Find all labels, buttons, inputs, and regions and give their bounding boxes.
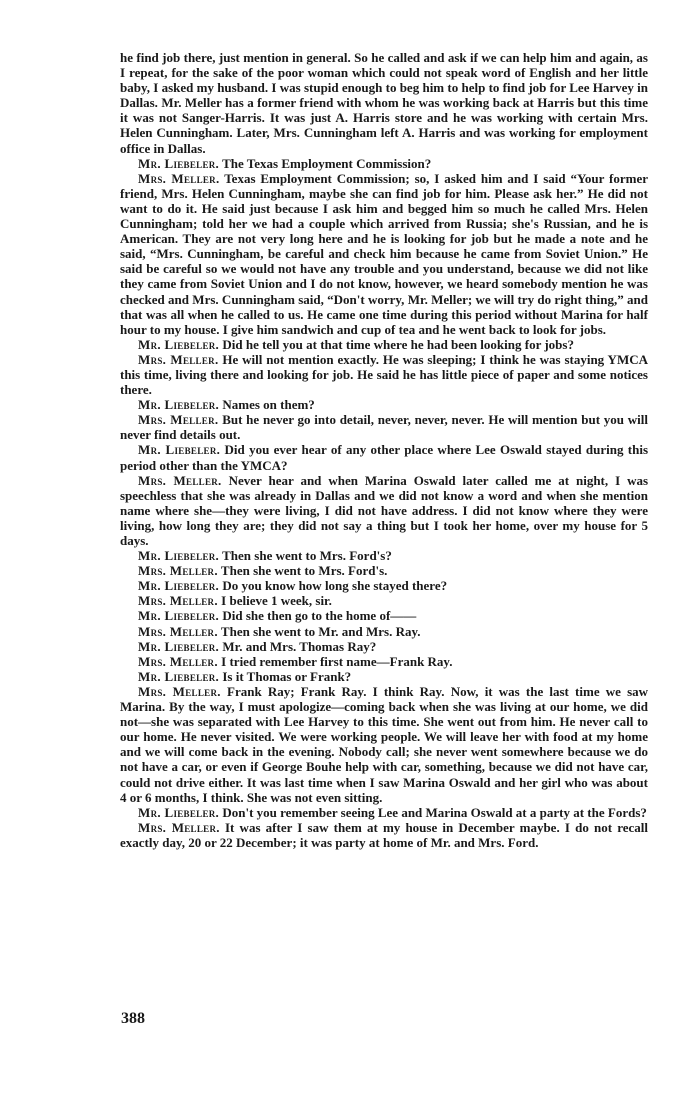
speech-text: Never hear and when Marina Oswald later called me at night, I was speechless that she was already in Dallas and we did not know a word and when she mention name where she—they were living, I did not have address. I did not know where they were living, how long they are; they did not say a thing but I took her home, over my house for 5 days.	[120, 472, 649, 548]
speech-text: I tried remember first name—Frank Ray.	[221, 653, 453, 669]
speaker-name: Mr. Liebeler.	[138, 442, 221, 458]
speech-text: Did he tell you at that time where he had been looking for jobs?	[222, 336, 574, 352]
speech-text: The Texas Employment Commission?	[222, 155, 432, 171]
dialogue-paragraph	[120, 669, 648, 684]
speaker-name: Mrs. Meller.	[138, 563, 218, 579]
speaker-name: Mrs. Meller.	[138, 683, 221, 699]
testimony-dialogue	[120, 156, 648, 850]
speaker-name: Mrs. Meller.	[138, 653, 218, 669]
dialogue-paragraph	[120, 578, 648, 593]
dialogue-paragraph	[120, 639, 648, 654]
speech-text: Then she went to Mr. and Mrs. Ray.	[220, 623, 421, 639]
dialogue-paragraph	[120, 156, 648, 171]
page-number: 388	[121, 1010, 145, 1027]
speaker-name: Mr. Liebeler.	[138, 548, 220, 564]
speech-text: Is it Thomas or Frank?	[222, 668, 352, 684]
speech-text: Texas Employment Commission; so, I asked him and I said “Your former friend, Mrs. Helen Cunningham, maybe she can find job for him. Please ask her.” He did not want to do it. He said just because I ask him and begged him so much he called Mrs. Helen Cunningham; told her we had a couple which arrived from Russia; she's Russian, and he is American. They are not very long here and he is looking for job but he made a note and he said, “Mrs. Cunningham, be careful and check him because he came from Soviet Union.” He said be careful so we would not have any trouble and you understand, because we did not like they came from Soviet Union and I do not know, however, we heard somebody mention he was checked and Mrs. Cunningham said, “Don't worry, Mr. Meller; we will try do right thing,” and that was all when he called to us. He came one time during this period without Marina for half hour to my house. I give him sandwich and cup of tea and he went back to look for jobs.	[120, 170, 649, 337]
speaker-name: Mr. Liebeler.	[138, 397, 220, 413]
opening-paragraph: he find job there, just mention in general. So he called and ask if we can help him and again, as I repeat, for the sake of the poor woman which could not speak word of English and her little baby, I asked my husband. I was stupid enough to beg him to help to find job for Lee Harvey in Dallas. Mr. Meller has a former friend with whom he was working back at Harris but this time it was not Sanger-Harris. It was just A. Harris store and he was working with certain Mrs. Helen Cunningham. Later, Mrs. Cunningham left A. Harris and was working for employment office in Dallas.	[120, 50, 648, 156]
speaker-name: Mrs. Meller.	[138, 819, 220, 835]
dialogue-paragraph	[120, 624, 648, 639]
speaker-name: Mr. Liebeler.	[138, 578, 220, 594]
speaker-name: Mr. Liebeler.	[138, 336, 220, 352]
dialogue-paragraph	[120, 684, 648, 805]
dialogue-paragraph	[120, 337, 648, 352]
dialogue-paragraph	[120, 171, 648, 337]
speaker-name: Mr. Liebeler.	[138, 608, 220, 624]
speaker-name: Mrs. Meller.	[138, 623, 218, 639]
speaker-name: Mrs. Meller.	[138, 593, 218, 609]
dialogue-paragraph	[120, 608, 648, 623]
dialogue-paragraph	[120, 654, 648, 669]
dialogue-paragraph	[120, 805, 648, 820]
speaker-name: Mr. Liebeler.	[138, 155, 220, 171]
speech-text: Don't you remember seeing Lee and Marina Oswald at a party at the Fords?	[222, 804, 647, 820]
speech-text: Do you know how long she stayed there?	[222, 578, 448, 594]
speaker-name: Mrs. Meller.	[138, 170, 220, 186]
speech-text: Did you ever hear of any other place where Lee Oswald stayed during this period other than the YMCA?	[120, 442, 649, 473]
speaker-name: Mrs. Meller.	[138, 412, 219, 428]
speaker-name: Mrs. Meller.	[138, 472, 222, 488]
speech-text: Mr. and Mrs. Thomas Ray?	[222, 638, 377, 654]
speech-text: Frank Ray; Frank Ray. I think Ray. Now, it was the last time we saw Marina. By the way, I must apologize—coming back when she was living at our home, we did not—she was separated with Lee Harvey to this time. She went out from him. He never call to our home. He never visited. We were working people. We will leave her with food at my home and we will come back in the evening. Nobody call; she never went somewhere because we do not have a car, or even if George Bouhe help with car, something, because we did not have car, could not drive either. It was last time when I saw Marina Oswald and her girl who was about 4 or 6 months, I think. She was not even sitting.	[120, 683, 649, 805]
dialogue-paragraph	[120, 412, 648, 442]
speech-text: Then she went to Mrs. Ford's.	[220, 563, 388, 579]
dialogue-paragraph	[120, 820, 648, 850]
speaker-name: Mr. Liebeler.	[138, 668, 220, 684]
dialogue-paragraph	[120, 563, 648, 578]
speech-text: But he never go into detail, never, never, never. He will mention but you will never find details out.	[120, 412, 648, 443]
dialogue-paragraph	[120, 442, 648, 472]
dialogue-paragraph	[120, 397, 648, 412]
speaker-name: Mrs. Meller.	[138, 351, 219, 367]
dialogue-paragraph	[120, 548, 648, 563]
speaker-name: Mr. Liebeler.	[138, 804, 220, 820]
document-page	[120, 50, 648, 850]
speaker-name: Mr. Liebeler.	[138, 638, 220, 654]
dialogue-paragraph	[120, 593, 648, 608]
speech-text: He will not mention exactly. He was sleeping; I think he was staying YMCA this time, living there and looking for job. He said he has little piece of paper and some notices there.	[120, 351, 648, 398]
dialogue-paragraph	[120, 352, 648, 397]
speech-text: It was after I saw them at my house in December maybe. I do not recall exactly day, 20 or 22 December; it was party at home of Mr. and Mrs. Ford.	[120, 819, 649, 850]
speech-text: Did she then go to the home of——	[222, 608, 417, 624]
speech-text: I believe 1 week, sir.	[221, 593, 332, 609]
dialogue-paragraph	[120, 473, 648, 548]
speech-text: Names on them?	[222, 397, 315, 413]
speech-text: Then she went to Mrs. Ford's?	[222, 548, 392, 564]
